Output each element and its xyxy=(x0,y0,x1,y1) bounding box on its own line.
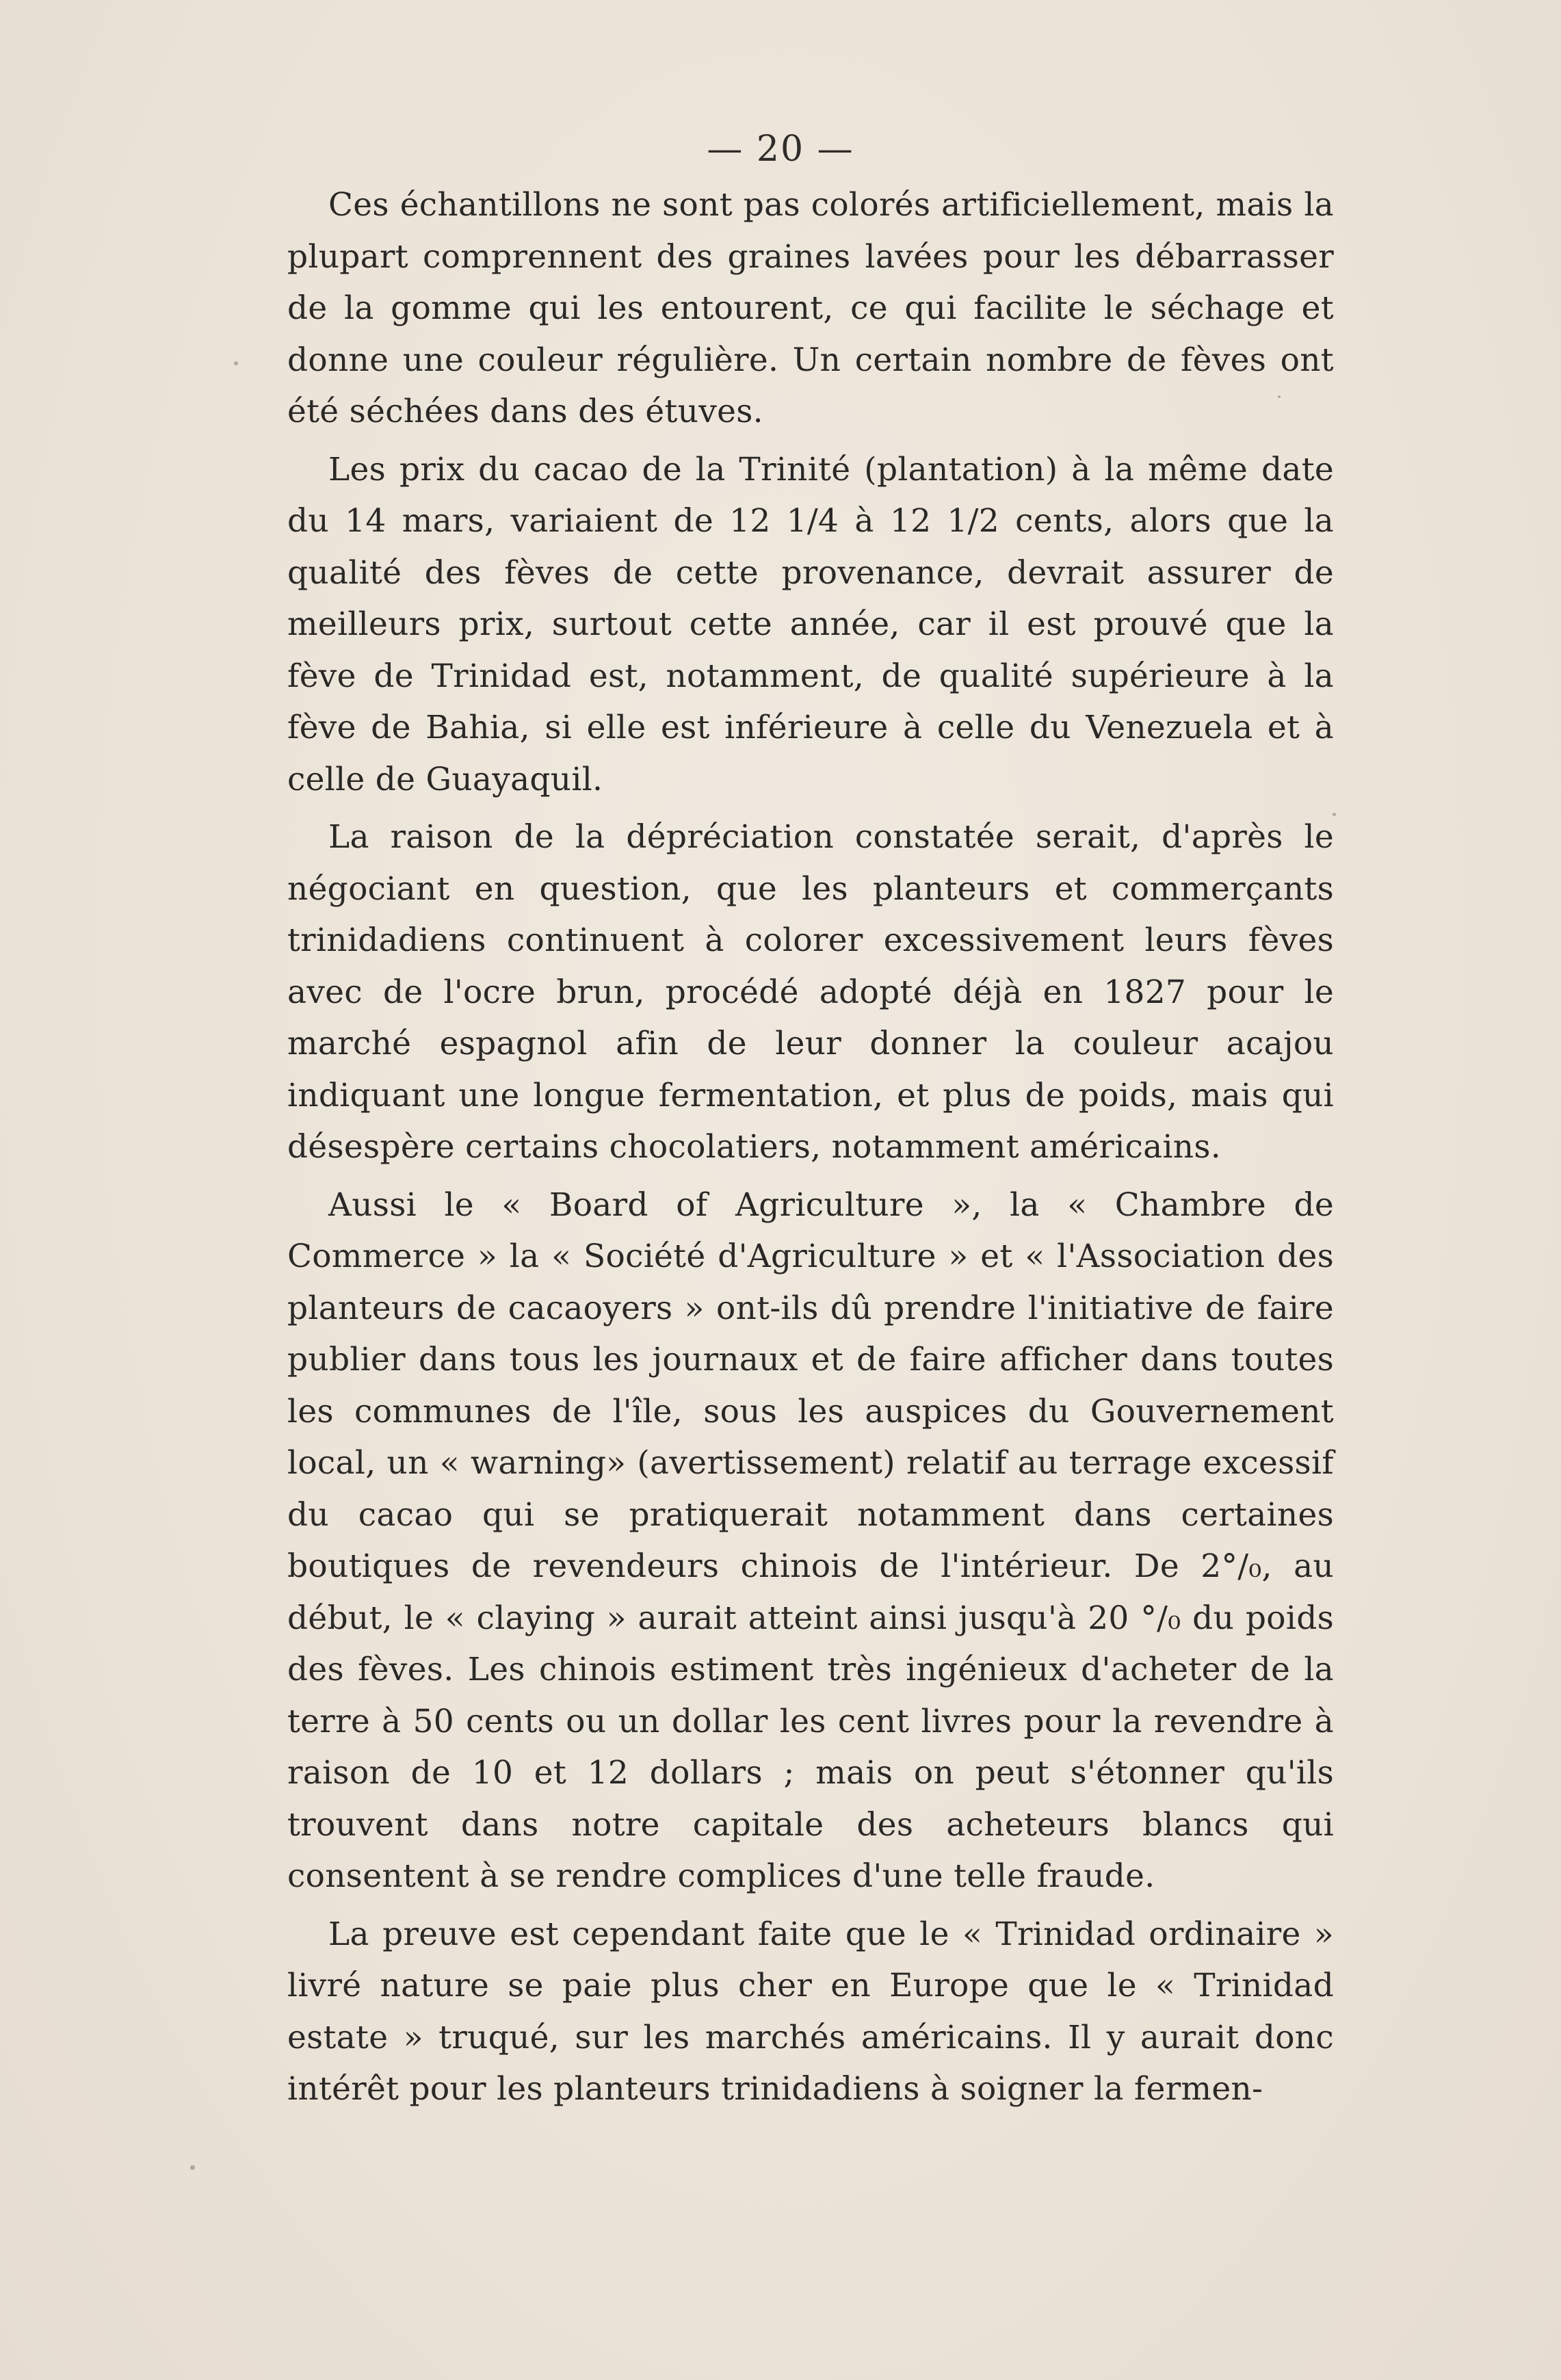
paper-speck xyxy=(1333,813,1336,816)
paragraph-2: Les prix du cacao de la Trinité (plantation) à la même date du 14 mars, variaient de 12 1/4 à 12 1/2 cents, alors que la qualité des fèves de cette provenance, devrait assurer de meilleurs prix, surtout cette année, car il est prouvé que la fève de Trinidad est, notamment, de qualité supérieure à la fève de Bahia, si elle est inférieure à celle du Venezuela et à celle de Guayaquil. xyxy=(287,450,1334,798)
paragraph-4: Aussi le « Board of Agriculture », la « Chambre de Commerce » la « Société d'Agriculture » et « l'Association des planteurs de cacaoyers » ont-ils dû prendre l'initiative de faire publier dans tous les journaux et de faire afficher dans toutes les communes de l'île, sous les auspices du Gouvernement local, un « warning» (avertissement) relatif au terrage excessif du cacao qui se pratiquerait notamment dans certaines boutiques de revendeurs chinois de l'intérieur. De 2°/₀, au début, le « claying » aurait atteint ainsi jusqu'à 20 °/₀ du poids des fèves. Les chinois estiment très ingénieux d'acheter de la terre à 50 cents ou un dollar les cent livres pour la revendre à raison de 10 et 12 dollars ; mais on peut s'étonner qu'ils trouvent dans notre capitale des acheteurs blancs qui consentent à se rendre complices d'une telle fraude. xyxy=(287,1186,1334,1895)
paragraph-1: Ces échantillons ne sont pas colorés artificiellement, mais la plupart comprennent des graines lavées pour les débarrasser de la gomme qui les entourent, ce qui facilite le séchage et donne une couleur régulière. Un certain nombre de fèves ont été séchées dans des étuves. xyxy=(287,186,1334,430)
body-text xyxy=(287,179,1334,2115)
paragraph-3: La raison de la dépréciation constatée serait, d'après le négociant en question, que les planteurs et commerçants trinidadiens continuent à colorer excessivement leurs fèves avec de l'ocre brun, procédé adopté déjà en 1827 pour le marché espagnol afin de leur donner la couleur acajou indiquant une longue fermentation, et plus de poids, mais qui désespère certains chocolatiers, notamment américains. xyxy=(287,818,1334,1166)
paper-speck xyxy=(1278,395,1281,398)
page-number: — 20 — xyxy=(707,129,854,170)
paper-speck xyxy=(190,2165,195,2170)
paper-speck xyxy=(234,361,238,365)
paragraph-5: La preuve est cependant faite que le « Trinidad ordinaire » livré nature se paie plus cher en Europe que le « Trinidad estate » truqué, sur les marchés américains. Il y aurait donc intérêt pour les planteurs trinidadiens à soigner la fermen- xyxy=(287,1915,1334,2108)
